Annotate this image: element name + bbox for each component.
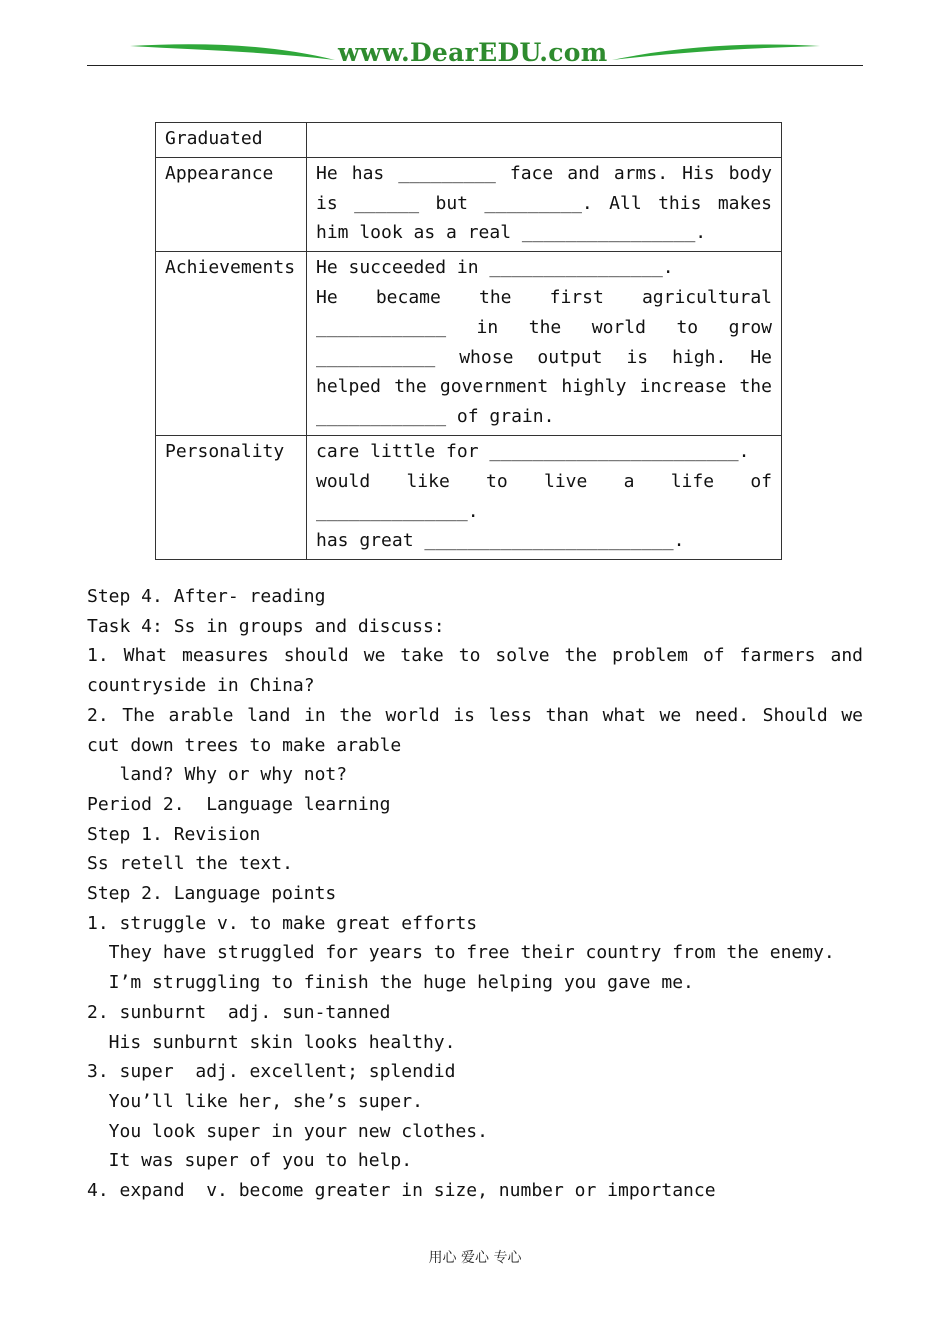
row-label: Achievements <box>156 252 307 436</box>
cell-line: He became the first agricultural <box>316 286 772 308</box>
row-content <box>307 157 782 251</box>
step-heading: Step 4. After- reading <box>87 586 326 607</box>
example-sentence: You look super in your new clothes. <box>87 1120 488 1142</box>
example-sentence: I’m struggling to finish the huge helping you gave me. <box>87 972 694 994</box>
cell-line: ____________ of grain. <box>316 406 555 428</box>
cell-line: He succeeded in ________________. <box>316 257 674 279</box>
body-line: Ss retell the text. <box>87 853 293 875</box>
cell-line: him look as a real ________________. <box>316 222 707 244</box>
cell-line: has great _______________________. <box>316 530 685 552</box>
row-content <box>307 123 782 158</box>
cell-line: ______________. <box>316 500 479 522</box>
cell-line: He has _________ face and arms. His body <box>316 162 772 184</box>
example-sentence: You’ll like her, she’s super. <box>87 1090 423 1112</box>
cell-line: would like to live a life of <box>316 470 772 492</box>
cell-line: is ______ but _________. All this makes <box>316 192 772 214</box>
row-label: Personality <box>156 435 307 559</box>
vocab-entry: 3. super adj. excellent; splendid <box>87 1061 456 1083</box>
cell-line: care little for _______________________. <box>316 440 750 462</box>
table-row <box>156 123 782 158</box>
table-row <box>156 157 782 251</box>
cell-line <box>316 124 772 154</box>
example-sentence: It was super of you to help. <box>87 1150 413 1172</box>
character-info-table <box>155 122 782 560</box>
cell-line: ___________ whose output is high. He <box>316 346 772 368</box>
step-heading: Step 1. Revision <box>87 823 261 845</box>
row-label: Appearance <box>156 157 307 251</box>
discussion-question: 1. What measures should we take to solve the problem of farmers and countryside in China? <box>87 645 863 697</box>
example-sentence: They have struggled for years to free their country from the enemy. <box>87 942 835 964</box>
site-logo: www.DearEDU.com <box>338 38 608 67</box>
task-heading: Task 4: Ss in groups and discuss: <box>87 615 445 637</box>
table-row <box>156 252 782 436</box>
page-footer: 用心 爱心 专心 <box>428 1250 522 1266</box>
table-row <box>156 435 782 559</box>
cell-line: ____________ in the world to grow <box>316 316 772 338</box>
period-heading: Period 2. Language learning <box>87 793 391 815</box>
lesson-body <box>87 582 863 1206</box>
discussion-question-continued: land? Why or why not? <box>87 764 348 786</box>
row-content <box>307 252 782 436</box>
page-header <box>0 0 950 70</box>
header-divider <box>87 65 863 66</box>
discussion-question: 2. The arable land in the world is less than what we need. Should we cut down trees to make arable <box>87 704 863 756</box>
cell-line: helped the government highly increase the <box>316 376 772 398</box>
row-label: Graduated <box>156 123 307 158</box>
step-heading: Step 2. Language points <box>87 883 337 905</box>
row-content <box>307 435 782 559</box>
vocab-entry: 2. sunburnt adj. sun-tanned <box>87 1001 391 1023</box>
vocab-entry: 4. expand v. become greater in size, number or importance <box>87 1180 716 1202</box>
vocab-entry: 1. struggle v. to make great efforts <box>87 912 478 934</box>
example-sentence: His sunburnt skin looks healthy. <box>87 1031 456 1053</box>
